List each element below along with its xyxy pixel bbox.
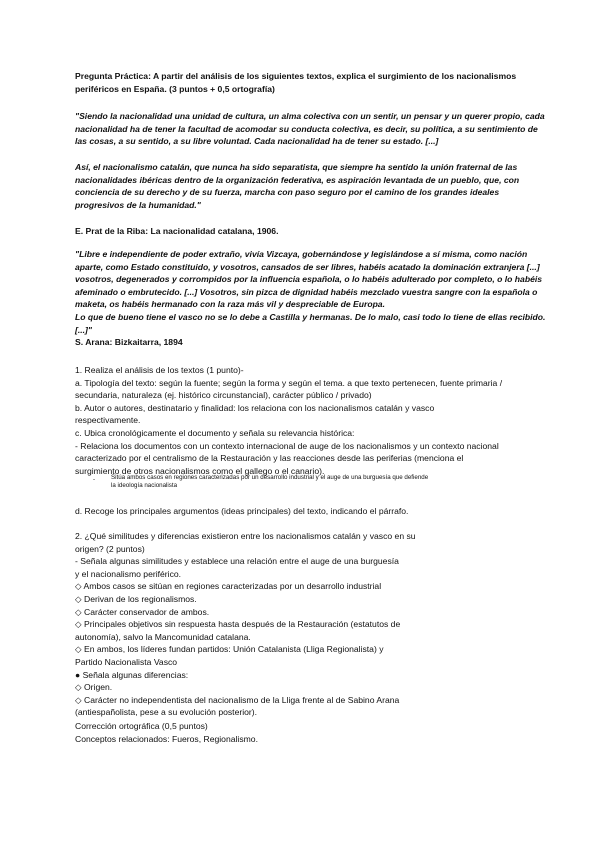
quote-prat-paragraph-1: "Siendo la nacionalidad una unidad de cultura, un alma colectiva con un sentir, un pensar y un querer propio, cada nacionalidad ha de tener la facultad de acomodar su conducta colectiva, es decir, su política, a su sentimiento de las cosas, a su sentido, a su libre voluntad. Cada nacionalidad ha de tener su estado. [...] [75, 111, 545, 147]
part2-instructions: 2. ¿Qué similitudes y diferencias existieron entre los nacionalismos catalán y vasco en su origen? (2 puntos) - Señala algunas similitudes y establece una relación entre el auge de una burguesía y el nacionalismo periférico. ◇ Ambos casos se sitúan en regiones caracterizadas por un desarrollo industrial ◇ Derivan de los regionalismos. ◇ Carácter conservador de ambos. ◇ Principales objetivos sin respuesta hasta después de la Restauración (estatutos de autonomía), salvo la Mancomunidad catalana. ◇ En ambos, los líderes fundan partidos: Unión Catalanista (Lliga Regionalista) y Partido Nacionalista Vasco ● Señala algunas diferencias: ◇ Origen. ◇ Carácter no independentista del nacionalismo de la Lliga frente al de Sabino Arana (antiespañolista, pese a su evolución posterior). [75, 531, 416, 718]
source-prat: E. Prat de la Riba: La nacionalidad catalana, 1906. [75, 226, 279, 236]
quote-prat-paragraph-2: Así, el nacionalismo catalán, que nunca ha sido separatista, que siempre ha sentido la unión fraternal de las nacionalidades ibéricas dentro de la organización federativa, es aspiración levantada de un pueblo, que, con conciencia de su derecho y de su fuerza, marcha con paso seguro por el camino de los grandes ideales progresivos de la humanidad." [75, 162, 520, 210]
question-heading: Pregunta Práctica: A partir del análisis de los siguientes textos, explica el surgimiento de los nacionalismos periféricos en España. (3 puntos + 0,5 ortografía) [75, 71, 517, 94]
footer-notes: Corrección ortográfica (0,5 puntos) Conceptos relacionados: Fueros, Regionalismo. [75, 721, 258, 744]
part1-instructions: 1. Realiza el análisis de los textos (1 punto)- a. Tipología del texto: según la fuente; según la forma y según el tema. a que texto pertenecen, fuente primaria / secundaria, naturaleza (ej. histórico circunstancial), carácter público / privado) b. Autor o autores, destinatario y finalidad: los relaciona con los nacionalismos catalán y vasco respectivamente. c. Ubica cronológicamente el documento y señala su relevancia histórica: - Relaciona los documentos con un contexto internacional de auge de los nacionalismos y un contexto nacional caracterizado por el centralismo de la Restauración y las reacciones desde las periferias (menciona el surgimiento de otros nacionalismos como el gallego o el canario). [75, 365, 503, 476]
bullet-marker: - [93, 476, 96, 483]
part1-item-d: d. Recoge los principales argumentos (ideas principales) del texto, indicando el párrafo. [75, 506, 409, 516]
part1-bullet: Sitúa ambos casos en regiones caracterizadas por un desarrollo industrial y el auge de una burguesía que defiende la ideología nacionalista [111, 474, 429, 489]
quote-arana: "Libre e independiente de poder extraño, vivía Vizcaya, gobernándose y legislándose a sí misma, como nación aparte, como Estado constituido, y vosotros, cansados de ser libres, habéis acatado la dominación extranjera [...] vosotros, degenerados y corrompidos por la influencia española, o lo habéis adulterado por completo, o lo habéis afeminado o embrutecido. [...] Vosotros, sin pizca de dignidad habéis mezclado vuestra sangre con la española o maketa, os habéis hermanado con la raza más vil y despreciable de Europa. Lo que de bueno tiene el vasco no se lo debe a Castilla y hermanas. De lo malo, casi todo lo tiene de ellas recibido. [...]" [75, 249, 546, 335]
source-arana: S. Arana: Bizkaitarra, 1894 [75, 337, 183, 347]
